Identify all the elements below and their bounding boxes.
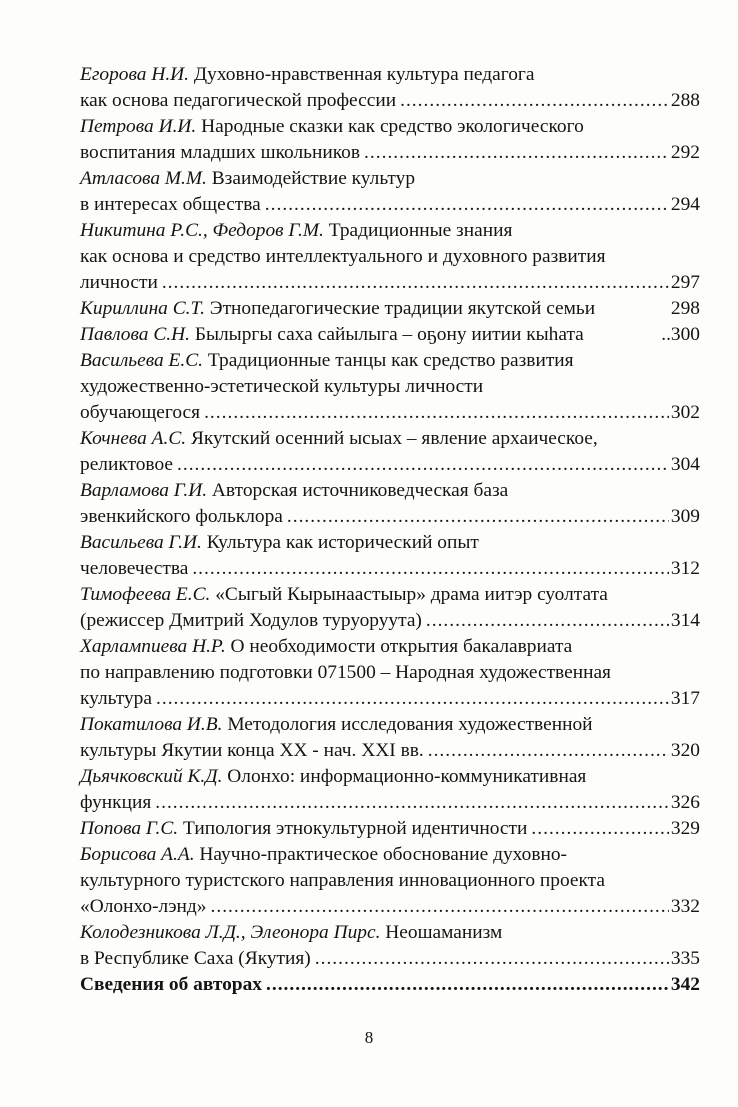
toc-line <box>80 842 700 868</box>
toc-author: Атласова М.М. <box>80 168 207 189</box>
toc-title-end: эвенкийского фольклора <box>80 506 283 527</box>
toc-line <box>80 764 700 790</box>
toc-author: Колодезникова Л.Д., Элеонора Пирс. <box>80 922 381 943</box>
toc-title: Олонхо: информационно-коммуникативная <box>227 766 587 787</box>
toc-line <box>80 400 700 426</box>
toc-entry <box>80 920 700 972</box>
toc-line <box>80 62 700 88</box>
toc-title: Былыргы саха сайылыга – оҕону иитии кыһата <box>194 324 584 345</box>
toc-line <box>80 218 700 244</box>
toc-author: Кириллина С.Т. <box>80 298 205 319</box>
toc-title-end: воспитания младших школьников <box>80 142 361 163</box>
dot-leader <box>192 556 669 582</box>
toc-entry <box>80 764 700 816</box>
toc-title-end: культура <box>80 688 152 709</box>
toc-entry <box>80 114 700 166</box>
toc-line <box>80 270 700 296</box>
toc-line <box>80 712 700 738</box>
toc-page-number: 329 <box>670 818 700 839</box>
toc-title-end: личности <box>80 272 158 293</box>
toc-author: Харлампиева Н.Р. <box>80 636 226 657</box>
toc-title: Духовно-нравственная культура педагога <box>193 64 535 85</box>
toc-page-number: 335 <box>670 948 700 969</box>
toc-entry <box>80 426 700 478</box>
toc-text <box>80 296 595 322</box>
toc-author: Васильева Е.С. <box>80 350 204 371</box>
toc-title: Авторская источниковедческая база <box>211 480 509 501</box>
toc-text <box>80 816 527 842</box>
toc-entry <box>80 478 700 530</box>
toc-line <box>80 920 700 946</box>
toc-line <box>80 504 700 530</box>
toc-line <box>80 322 700 348</box>
toc-title: Традиционные знания <box>328 220 513 241</box>
toc-page-number: 320 <box>670 740 700 761</box>
toc-title-end: в интересах общества <box>80 194 261 215</box>
dot-leader <box>428 738 669 764</box>
toc-author: Борисова А.А. <box>80 844 195 865</box>
toc-title: Традиционные танцы как средство развития <box>207 350 574 371</box>
toc-line <box>80 608 700 634</box>
dot-leader <box>287 504 669 530</box>
dot-leader <box>315 946 669 972</box>
toc-page-number: 292 <box>670 142 700 163</box>
page-number: 8 <box>364 1028 374 1047</box>
toc-line <box>80 894 700 920</box>
toc-line <box>80 166 700 192</box>
toc-author: Егорова Н.И. <box>80 64 190 85</box>
toc-page-number: 317 <box>670 688 700 709</box>
toc-entry <box>80 62 700 114</box>
toc-page-number: 298 <box>670 298 700 319</box>
toc-line <box>80 634 700 660</box>
toc-title-end: обучающегося <box>80 402 201 423</box>
toc-line <box>80 686 700 712</box>
toc-author: Покатилова И.В. <box>80 714 223 735</box>
toc-author: Никитина Р.С., Федоров Г.М. <box>80 220 324 241</box>
toc-entry <box>80 634 700 712</box>
toc-line <box>80 816 700 842</box>
dot-leader <box>155 790 669 816</box>
toc-entry <box>80 296 700 322</box>
toc-line: по направлению подготовки 071500 – Народная художественная <box>80 662 611 683</box>
toc-title: Научно-практическое обоснование духовно- <box>199 844 568 865</box>
toc-title-end: как основа педагогической профессии <box>80 90 397 111</box>
toc-line <box>80 530 700 556</box>
toc-title: О необходимости открытия бакалавриата <box>230 636 573 657</box>
toc-title: «Сыгый Кырынаастыыр» драма иитэр суолтата <box>215 584 608 605</box>
toc-title: Сведения об авторах <box>80 974 262 995</box>
toc-page-number: 297 <box>670 272 700 293</box>
toc-text <box>80 322 584 348</box>
toc-line <box>80 140 700 166</box>
toc-entry <box>80 712 700 764</box>
toc-title-end: (режиссер Дмитрий Ходулов туруоруута) <box>80 610 422 631</box>
toc-title-end: культуры Якутии конца XX - нач. XXI вв. <box>80 740 424 761</box>
toc-page-number: 332 <box>670 896 700 917</box>
toc-entry <box>80 166 700 218</box>
toc-author: Васильева Г.И. <box>80 532 202 553</box>
toc-title: Неошаманизм <box>385 922 503 943</box>
toc-title: Народные сказки как средство экологического <box>201 116 584 137</box>
toc-line: как основа и средство интеллектуального и духовного развития <box>80 246 606 267</box>
toc-page-number: 302 <box>670 402 700 423</box>
toc-line <box>80 582 700 608</box>
dot-leader <box>266 972 669 998</box>
dot-leader <box>156 686 669 712</box>
toc-page-number: 304 <box>670 454 700 475</box>
toc-line <box>80 452 700 478</box>
toc-line <box>80 114 700 140</box>
toc-title-end: в Республике Саха (Якутия) <box>80 948 311 969</box>
toc-author: Павлова С.Н. <box>80 324 190 345</box>
dot-leader <box>265 192 669 218</box>
toc-line <box>80 88 700 114</box>
toc-title: Культура как исторический опыт <box>206 532 479 553</box>
toc-entry <box>80 322 700 348</box>
toc-title-end: реликтовое <box>80 454 173 475</box>
dot-leader <box>364 140 669 166</box>
dot-leader <box>177 452 669 478</box>
toc-entry <box>80 218 700 296</box>
toc-author: Дьячковский К.Д. <box>80 766 223 787</box>
toc-line <box>80 946 700 972</box>
toc-page-number: 342 <box>670 974 700 995</box>
toc-entry <box>80 816 700 842</box>
toc-line <box>80 348 700 374</box>
toc-entry <box>80 530 700 582</box>
toc-line <box>80 426 700 452</box>
toc-page-number: 312 <box>670 558 700 579</box>
toc-page-number: 314 <box>670 610 700 631</box>
toc-title: Методология исследования художественной <box>227 714 593 735</box>
dot-leader <box>204 400 669 426</box>
dot-leader <box>531 816 669 842</box>
dot-leader <box>211 894 669 920</box>
toc-line <box>80 296 700 322</box>
toc-title-end: функция <box>80 792 152 813</box>
toc-authors-info <box>80 972 700 998</box>
toc-author: Петрова И.И. <box>80 116 197 137</box>
toc-line: культурного туристского направления инновационного проекта <box>80 870 605 891</box>
toc-page-number: 309 <box>670 506 700 527</box>
toc-title: Типология этнокультурной идентичности <box>182 818 528 839</box>
toc-entry <box>80 348 700 426</box>
toc-line <box>80 478 700 504</box>
dot-leader <box>400 88 669 114</box>
toc-page-number: 288 <box>670 90 700 111</box>
toc-page-number: ..300 <box>661 324 700 345</box>
table-of-contents <box>80 62 700 998</box>
toc-line <box>80 556 700 582</box>
toc-line <box>80 790 700 816</box>
toc-entry <box>80 842 700 920</box>
toc-line <box>80 738 700 764</box>
toc-title: Взаимодействие культур <box>211 168 416 189</box>
toc-title: Этнопедагогические традиции якутской семьи <box>209 298 596 319</box>
toc-title-end: человечества <box>80 558 189 579</box>
toc-line: художественно-эстетической культуры личности <box>80 376 484 397</box>
toc-author: Варламова Г.И. <box>80 480 208 501</box>
dot-leader <box>426 608 669 634</box>
toc-page-number: 294 <box>670 194 700 215</box>
toc-line <box>80 192 700 218</box>
toc-author: Тимофеева Е.С. <box>80 584 211 605</box>
toc-title: Якутский осенний ысыах – явление архаическое, <box>190 428 598 449</box>
toc-page-number: 326 <box>670 792 700 813</box>
toc-author: Попова Г.С. <box>80 818 179 839</box>
toc-author: Кочнева А.С. <box>80 428 187 449</box>
toc-entry <box>80 582 700 634</box>
dot-leader <box>162 270 669 296</box>
toc-title-end: «Олонхо-лэнд» <box>80 896 207 917</box>
